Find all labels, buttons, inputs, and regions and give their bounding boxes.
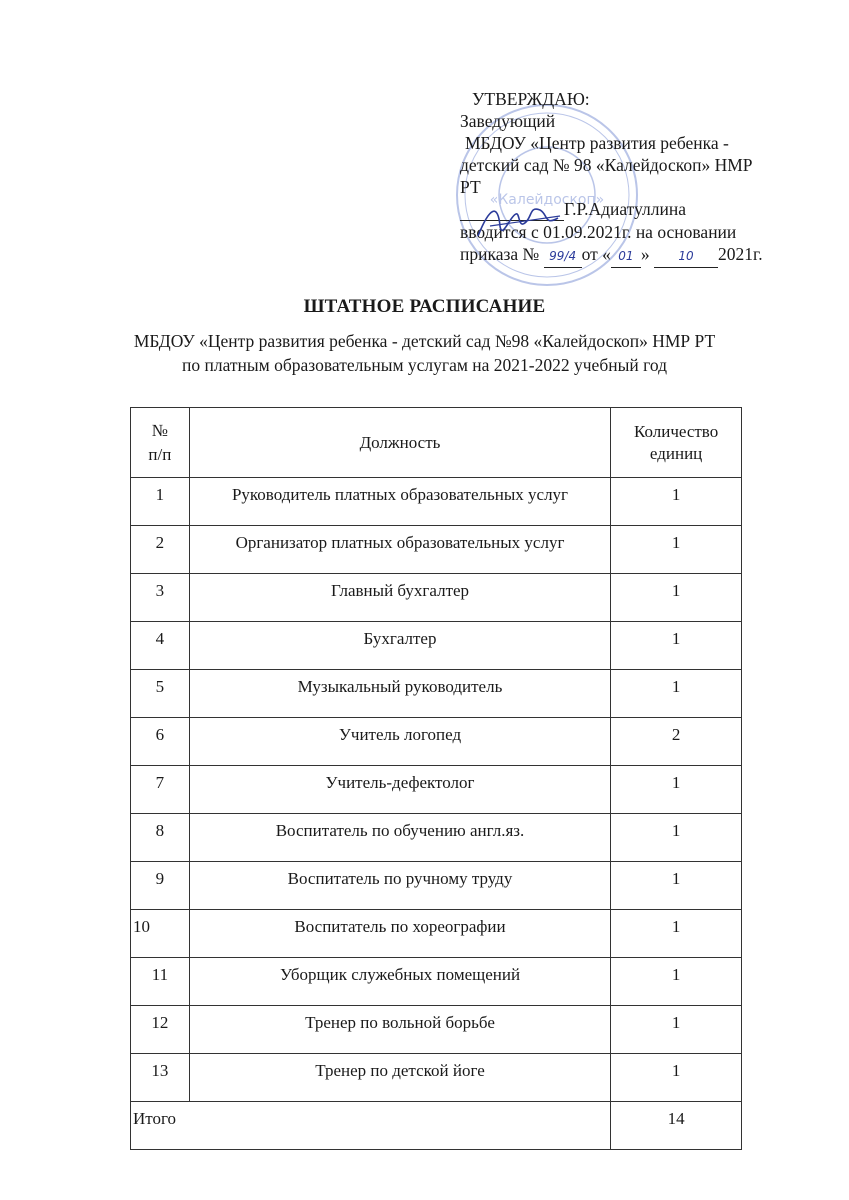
row-position: Учитель логопед [189,718,610,766]
row-quantity: 1 [611,670,742,718]
header-number-line2: п/п [148,444,172,464]
table-header-row [131,408,742,478]
order-close: » [640,244,650,264]
table-row [131,478,742,526]
table-row [131,718,742,766]
row-position: Главный бухгалтер [189,574,610,622]
row-number: 5 [131,670,190,718]
approve-org-line3: РТ [460,177,481,197]
signature-blank [460,198,564,221]
approve-org-line1: МБДОУ «Центр развития ребенка - [465,133,729,153]
row-number: 13 [131,1054,190,1102]
stamp-text: «Калейдоскоп» [489,192,605,208]
approve-org-line2: детский сад № 98 «Калейдоскоп» НМР [460,155,753,175]
row-quantity: 1 [611,862,742,910]
table-row [131,958,742,1006]
staff-schedule-table [130,407,742,1150]
row-quantity: 1 [611,574,742,622]
row-number: 8 [131,814,190,862]
row-number: 3 [131,574,190,622]
row-position: Уборщик служебных помещений [189,958,610,1006]
total-value: 14 [611,1102,742,1150]
order-number: 99/4 [544,245,582,268]
row-position: Воспитатель по хореографии [189,910,610,958]
effective-date: вводится с 01.09.2021г. на основании [460,222,737,242]
row-quantity: 1 [611,958,742,1006]
document-subtitle-year: по платным образовательным услугам на 2021-2022 учебный год [182,355,667,375]
table-row [131,814,742,862]
total-label: Итого [131,1102,611,1150]
table-row [131,862,742,910]
header-number [131,408,190,478]
row-quantity: 2 [611,718,742,766]
row-position: Руководитель платных образовательных услуг [189,478,610,526]
row-quantity: 1 [611,622,742,670]
document-title: ШТАТНОЕ РАСПИСАНИЕ [303,296,546,317]
header-number-line1: № [151,420,168,440]
header-position: Должность [189,408,610,478]
approval-block [460,88,820,268]
order-year: 2021г. [718,244,763,264]
row-position: Учитель-дефектолог [189,766,610,814]
table-row [131,526,742,574]
table-row [131,622,742,670]
row-position: Воспитатель по обучению англ.яз. [189,814,610,862]
table-row [131,574,742,622]
row-number: 11 [131,958,190,1006]
document-subtitle-org: МБДОУ «Центр развития ребенка - детский сад №98 «Калейдоскоп» НМР РТ [133,331,716,351]
table-row [131,766,742,814]
row-quantity: 1 [611,526,742,574]
order-line [460,243,820,268]
row-position: Тренер по детской йоге [189,1054,610,1102]
table-row [131,1054,742,1102]
approve-heading: УТВЕРЖДАЮ: [472,89,590,109]
row-position: Бухгалтер [189,622,610,670]
row-quantity: 1 [611,766,742,814]
row-number: 6 [131,718,190,766]
row-number: 7 [131,766,190,814]
header-quantity [611,408,742,478]
header-quantity-line2: единиц [649,443,703,463]
table-row [131,910,742,958]
total-row [131,1102,742,1150]
row-quantity: 1 [611,1006,742,1054]
row-number: 2 [131,526,190,574]
table-row [131,1006,742,1054]
order-day: 01 [611,245,641,268]
signature-line [460,198,820,221]
table-body [131,478,742,1150]
row-number: 4 [131,622,190,670]
approve-position: Заведующий [460,111,556,131]
row-quantity: 1 [611,478,742,526]
row-number: 1 [131,478,190,526]
row-number: 12 [131,1006,190,1054]
order-from: от « [581,244,611,264]
row-position: Музыкальный руководитель [189,670,610,718]
row-position: Организатор платных образовательных услуг [189,526,610,574]
row-quantity: 1 [611,910,742,958]
table-row [131,670,742,718]
row-number: 10 [131,910,190,958]
row-number: 9 [131,862,190,910]
row-quantity: 1 [611,1054,742,1102]
row-quantity: 1 [611,814,742,862]
order-month: 10 [654,245,718,268]
row-position: Тренер по вольной борьбе [189,1006,610,1054]
signatory-name: Г.Р.Адиатуллина [564,199,687,219]
order-prefix: приказа № [460,244,540,264]
row-position: Воспитатель по ручному труду [189,862,610,910]
header-quantity-line1: Количество [633,421,719,441]
